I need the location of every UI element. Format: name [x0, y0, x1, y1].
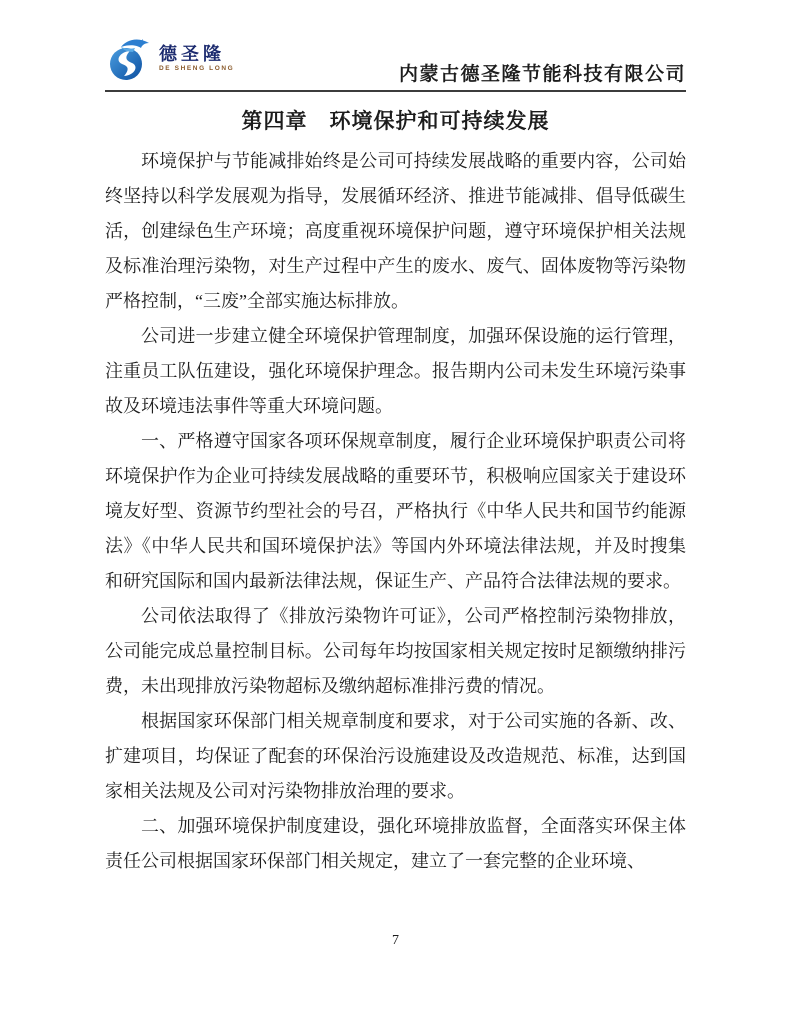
- paragraph: 公司进一步建立健全环境保护管理制度，加强环保设施的运行管理，注重员工队伍建设，强化环境保护理念。报告期内公司未发生环境污染事故及环境违法事件等重大环境问题。: [105, 326, 686, 416]
- brand-text: [159, 45, 234, 73]
- chapter-title: 第四章 环境保护和可持续发展: [241, 109, 550, 133]
- paragraph: 环境保护与节能减排始终是公司可持续发展战略的重要内容，公司始终坚持以科学发展观为指导，发展循环经济、推进节能减排、倡导低碳生活，创建绿色生产环境；高度重视环境保护问题，遵守环境保护相关法规及标准治理污染物，对生产过程中产生的废水、废气、固体废物等污染物严格控制，“三废”全部实施达标排放。: [105, 151, 686, 311]
- page-number: 7: [392, 933, 399, 948]
- company-name: 内蒙古德圣隆节能科技有限公司: [398, 64, 686, 85]
- company-logo: [105, 34, 234, 84]
- page-header: [105, 34, 686, 86]
- paragraph: 一、严格遵守国家各项环保规章制度，履行企业环境保护职责公司将环境保护作为企业可持续发展战略的重要环节，积极响应国家关于建设环境友好型、资源节约型社会的号召，严格执行《中华人民共和国节约能源法》《中华人民共和国环境保护法》等国内外环境法律法规，并及时搜集和研究国际和国内最新法律法规，保证生产、产品符合法律法规的要求。: [105, 431, 686, 591]
- header-divider: [105, 90, 686, 92]
- brand-name-en: DE SHENG LONG: [159, 65, 235, 73]
- paragraph: 根据国家环保部门相关规章制度和要求，对于公司实施的各新、改、扩建项目，均保证了配套的环保治污设施建设及改造规范、标准，达到国家相关法规及公司对污染物排放治理的要求。: [105, 711, 686, 801]
- dragon-s-swirl-icon: [105, 34, 155, 84]
- brand-name-cn: 德圣隆: [159, 44, 225, 65]
- body-paragraphs: [105, 144, 686, 879]
- paragraph: 公司依法取得了《排放污染物许可证》，公司严格控制污染物排放，公司能完成总量控制目标。公司每年均按国家相关规定按时足额缴纳排污费，未出现排放污染物超标及缴纳超标准排污费的情况。: [105, 606, 686, 696]
- paragraph: 二、加强环境保护制度建设，强化环境排放监督，全面落实环保主体责任公司根据国家环保部门相关规定，建立了一套完整的企业环境、: [105, 816, 686, 871]
